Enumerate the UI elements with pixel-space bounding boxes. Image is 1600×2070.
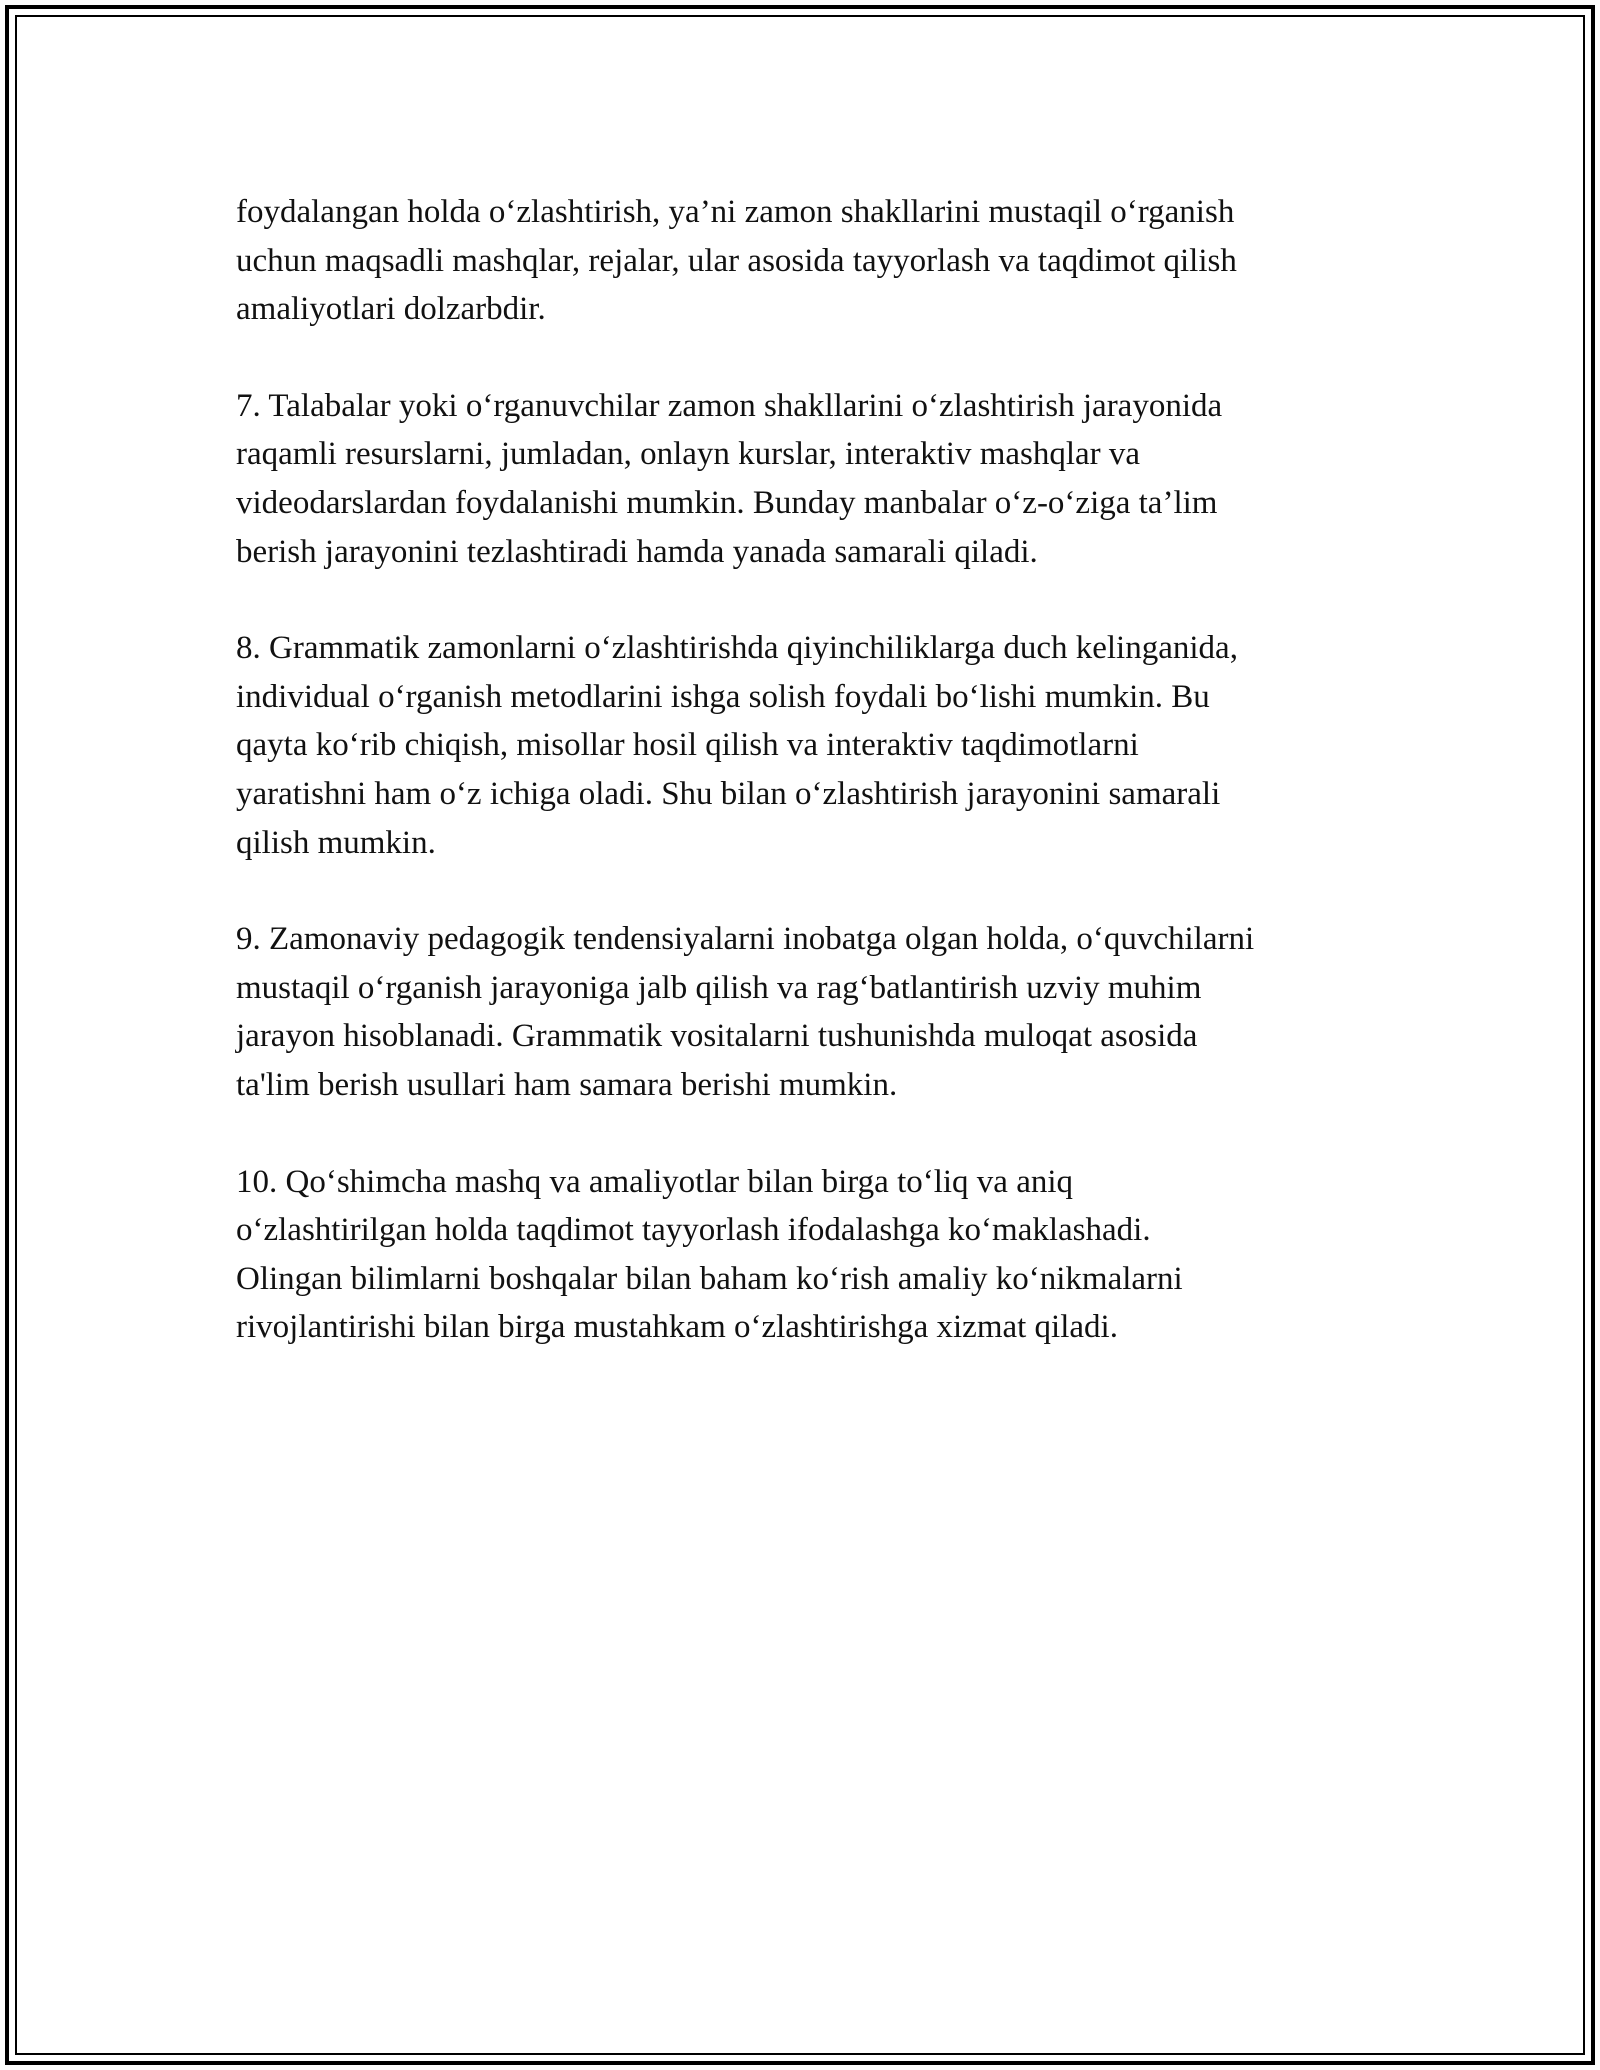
text-line: 10. Qoʻshimcha mashq va amaliyotlar bilan birga toʻliq va aniq: [236, 1163, 1074, 1200]
text-line: amaliyotlari dolzarbdir.: [236, 291, 546, 328]
paragraph-continuation: [236, 188, 1386, 334]
text-line: mustaqil oʻrganish jarayoniga jalb qilish va ragʻbatlantirish uzviy muhim: [236, 969, 1202, 1006]
paragraph-item-10: [236, 1158, 1386, 1352]
text-line: uchun maqsadli mashqlar, rejalar, ular asosida tayyorlash va taqdimot qilish: [236, 242, 1237, 279]
text-line: Olingan bilimlarni boshqalar bilan baham koʻrish amaliy koʻnikmalarni: [236, 1260, 1183, 1297]
text-line: jarayon hisoblanadi. Grammatik vositalarni tushunishda muloqat asosida: [236, 1018, 1198, 1055]
text-line: 8. Grammatik zamonlarni oʻzlashtirishda qiyinchiliklarga duch kelinganida,: [236, 630, 1238, 667]
text-line: 9. Zamonaviy pedagogik tendensiyalarni inobatga olgan holda, oʻquvchilarni: [236, 921, 1255, 958]
paragraph-item-9: [236, 915, 1386, 1109]
text-line: videodarslardan foydalanishi mumkin. Bunday manbalar oʻz-oʻziga ta’lim: [236, 484, 1218, 521]
text-line: raqamli resurslarni, jumladan, onlayn kurslar, interaktiv mashqlar va: [236, 436, 1141, 473]
text-line: ta'lim berish usullari ham samara berishi mumkin.: [236, 1066, 898, 1103]
text-line: berish jarayonini tezlashtiradi hamda yanada samarali qiladi.: [236, 533, 1038, 570]
text-line: foydalangan holda oʻzlashtirish, ya’ni zamon shakllarini mustaqil oʻrganish: [236, 194, 1235, 230]
paragraph-item-8: [236, 624, 1386, 867]
text-line: qayta koʻrib chiqish, misollar hosil qilish va interaktiv taqdimotlarni: [236, 727, 1139, 764]
text-line: qilish mumkin.: [236, 824, 436, 861]
paragraph-item-7: [236, 382, 1386, 576]
document-body: [236, 188, 1386, 1400]
text-line: individual oʻrganish metodlarini ishga solish foydali boʻlishi mumkin. Bu: [236, 678, 1210, 715]
text-line: rivojlantirishi bilan birga mustahkam oʻzlashtirishga xizmat qiladi.: [236, 1309, 1118, 1346]
text-line: yaratishni ham oʻz ichiga oladi. Shu bilan oʻzlashtirish jarayonini samarali: [236, 775, 1221, 812]
text-line: 7. Talabalar yoki oʻrganuvchilar zamon shakllarini oʻzlashtirish jarayonida: [236, 387, 1223, 424]
text-line: oʻzlashtirilgan holda taqdimot tayyorlash ifodalashga koʻmaklashadi.: [236, 1212, 1151, 1249]
